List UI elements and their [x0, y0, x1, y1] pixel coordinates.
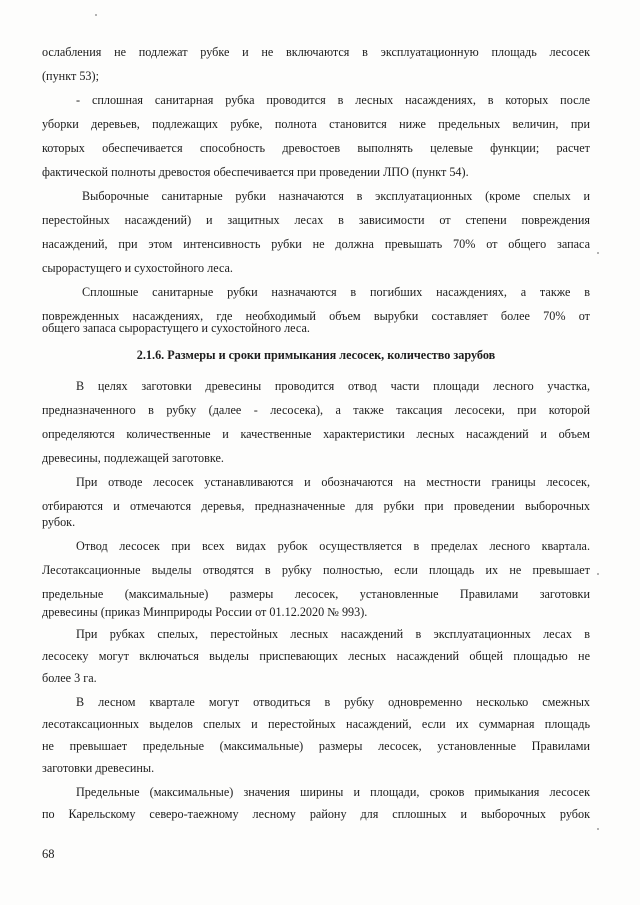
text-line: Лесотаксационные выделы отводятся в рубку полностью, если площадь их не превышает	[42, 563, 590, 577]
text-line: При отводе лесосек устанавливаются и обозначаются на местности границы лесосек,	[76, 475, 590, 489]
text-line: поврежденных насаждениях, где необходимый объем вырубки составляет более 70% от	[42, 309, 590, 323]
text-line: уборки деревьев, подлежащих рубке, полнота становится ниже предельных величин, при	[42, 117, 590, 131]
text-line: древесины (приказ Минприроды России от 01.12.2020 № 993).	[42, 605, 368, 619]
text-line: Выборочные санитарные рубки назначаются в эксплуатационных (кроме спелых и	[82, 189, 590, 203]
page-number: 68	[42, 847, 55, 861]
text-line: которых обеспечивается способность древостоев выполнять целевые функции; расчет	[42, 141, 590, 155]
text-line: сырорастущего и сухостойного леса.	[42, 261, 233, 275]
text-line: Предельные (максимальные) значения ширины и площади, сроков примыкания лесосек	[76, 785, 590, 799]
section-heading: 2.1.6. Размеры и сроки примыкания лесосек, количество зарубов	[136, 348, 496, 362]
text-line: (пункт 53);	[42, 69, 99, 83]
text-line: более 3 га.	[42, 671, 97, 685]
text-line: рубок.	[42, 515, 76, 529]
text-line: предельные (максимальные) размеры лесосек, установленные Правилами заготовки	[42, 587, 590, 601]
scan-speck	[597, 573, 599, 575]
scan-speck	[597, 252, 599, 254]
scan-speck	[597, 828, 599, 830]
text-line: При рубках спелых, перестойных лесных насаждений в эксплуатационных лесах в	[76, 627, 590, 641]
text-line: ослабления не подлежат рубке и не включаются в эксплуатационную площадь лесосек	[42, 45, 590, 59]
scan-speck	[95, 14, 97, 16]
text-line: фактической полноты древостоя обеспечивается при проведении ЛПО (пункт 54).	[42, 165, 469, 179]
text-line: общего запаса сырорастущего и сухостойного леса.	[42, 321, 310, 335]
text-line: определяются количественные и качественные характеристики лесных насаждений и объем	[42, 427, 590, 441]
text-line: Отвод лесосек при всех видах рубок осуществляется в пределах лесного квартала.	[76, 539, 590, 553]
text-line: по Карельскому северо-таежному лесному району для сплошных и выборочных рубок	[42, 807, 590, 821]
text-line: заготовки древесины.	[42, 761, 155, 775]
text-line: лесотаксационных выделов спелых и перестойных насаждений, если их суммарная площадь	[42, 717, 590, 731]
text-line: - сплошная санитарная рубка проводится в лесных насаждениях, в которых после	[76, 93, 590, 107]
text-line: насаждений, при этом интенсивность рубки не должна превышать 70% от общего запаса	[42, 237, 590, 251]
text-line: Сплошные санитарные рубки назначаются в погибших насаждениях, а также в	[82, 285, 590, 299]
text-line: перестойных насаждений) и защитных лесах в зависимости от степени повреждения	[42, 213, 590, 227]
text-line: древесины, подлежащей заготовке.	[42, 451, 224, 465]
text-line: В лесном квартале могут отводиться в рубку одновременно несколько смежных	[76, 695, 590, 709]
text-line: лесосеку могут включаться выделы приспевающих лесных насаждений общей площадью не	[42, 649, 590, 663]
text-line: отбираются и отмечаются деревья, предназначенные для рубки при проведении выборочных	[42, 499, 590, 513]
text-line: предназначенного в рубку (далее - лесосека), а также таксация лесосеки, при которой	[42, 403, 590, 417]
text-line: не превышает предельные (максимальные) размеры лесосек, установленные Правилами	[42, 739, 590, 753]
text-line: В целях заготовки древесины проводится отвод части площади лесного участка,	[76, 379, 590, 393]
